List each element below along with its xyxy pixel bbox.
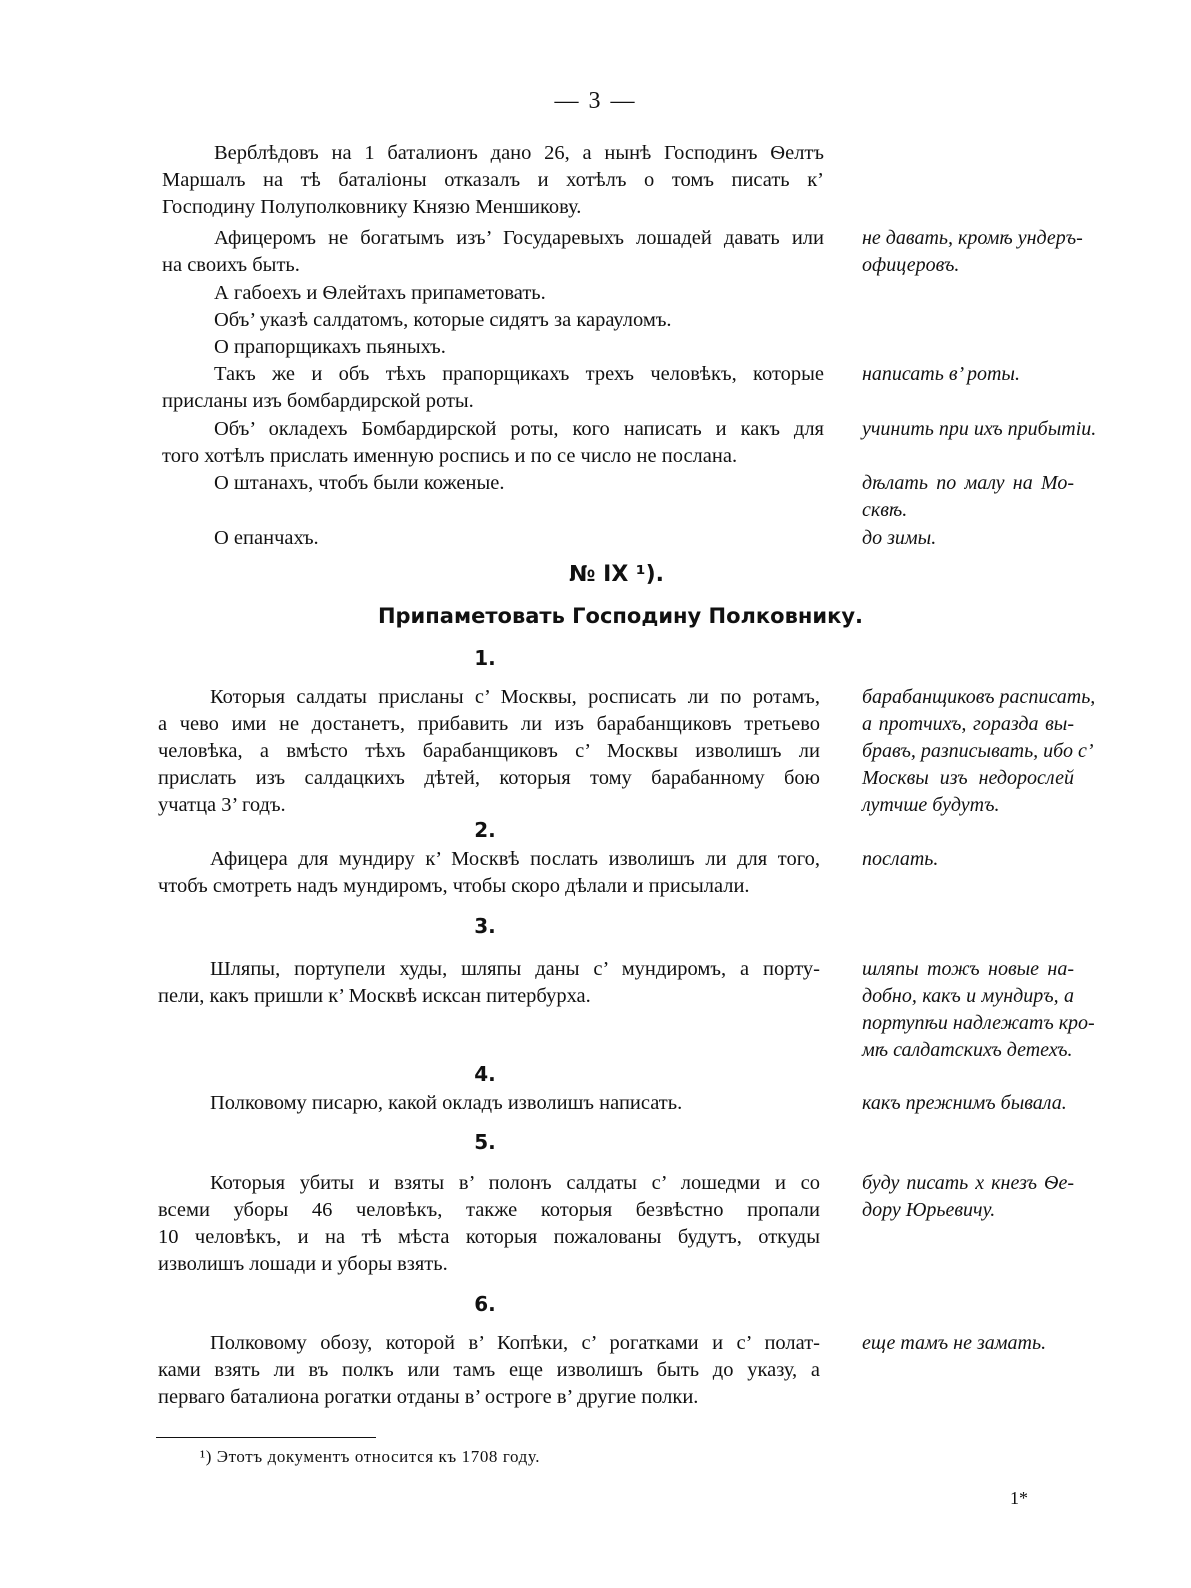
text-line: Верблѣдовъ на 1 баталионъ дано 26, а нынѣ Господинъ Ѳелтъ xyxy=(214,142,824,164)
text-line: Такъ же и объ тѣхъ прапорщикахъ трехъ человѣкъ, которые xyxy=(214,363,824,385)
paragraph-salaries xyxy=(162,416,824,470)
item-1-text xyxy=(158,684,820,819)
text-line: изволишъ лошади и уборы взять. xyxy=(158,1253,448,1275)
margin-note xyxy=(862,225,1083,279)
text-line: О штанахъ, чтобъ были коженые. xyxy=(214,472,505,494)
text-line: Объ’ окладехъ Бомбардирской роты, кого написать и какъ для xyxy=(214,418,824,440)
margin-note xyxy=(862,416,1097,443)
note-line: бравъ, разписывать, ибо с’ xyxy=(862,740,1094,762)
text-line: всеми уборы 46 человѣкъ, также которыя безвѣстно пропали xyxy=(158,1199,820,1221)
note-line: а протчихъ, горазда вы- xyxy=(862,713,1074,735)
note-line: дору Юрьевичу. xyxy=(862,1199,996,1221)
note-line: шляпы тожъ новые на- xyxy=(862,958,1074,980)
text-line: пели, какъ пришли к’ Москвѣ исксан питербурха. xyxy=(158,985,591,1007)
note-line: лутчше будутъ. xyxy=(862,794,1000,816)
signature-mark: 1* xyxy=(1010,1488,1028,1508)
margin-note xyxy=(862,684,1096,819)
text-line: Шляпы, портупели худы, шляпы даны с’ мундиромъ, а порту- xyxy=(210,958,820,980)
page-number: — 3 — xyxy=(554,88,637,114)
note-line: учинить при ихъ прибытіи. xyxy=(862,418,1097,440)
margin-note xyxy=(862,470,1074,524)
item-2-text xyxy=(158,846,820,900)
margin-note xyxy=(862,846,1074,873)
text-line: Полковому писарю, какой окладъ изволишъ написать. xyxy=(210,1092,683,1114)
paragraph-three-ensigns xyxy=(162,361,824,415)
text-line: человѣка, а вмѣсто тѣхъ барабанщиковъ с’ Москвы изволишъ ли xyxy=(158,740,820,762)
paragraph-cloaks xyxy=(162,525,824,552)
item-number: 2. xyxy=(474,818,496,842)
item-number: 3. xyxy=(474,914,496,938)
text-line: а чево ими не достанетъ, прибавить ли изъ барабанщиковъ третьево xyxy=(158,713,820,735)
margin-note xyxy=(862,361,1074,388)
text-line: прислать изъ салдацкихъ дѣтей, которыя тому барабанному бою xyxy=(158,767,820,789)
text-line: Афицера для мундиру к’ Москвѣ послать изволишъ ли для того, xyxy=(210,848,820,870)
text-line: О епанчахъ. xyxy=(214,527,319,549)
margin-note xyxy=(862,1330,1074,1357)
paragraph-ensigns xyxy=(162,334,824,361)
note-line: написать в’ роты. xyxy=(862,363,1020,385)
document-number: № IX ¹). xyxy=(569,562,664,587)
text-line: Господину Полуполковнику Князю Меншикову. xyxy=(162,196,582,218)
text-line: А габоехъ и Ѳлейтахъ припаметовать. xyxy=(214,282,546,304)
margin-note xyxy=(862,956,1095,1064)
text-line: учатца 3’ годъ. xyxy=(158,794,286,816)
paragraph-decree xyxy=(162,307,824,334)
note-line: портупѣи надлежатъ кро- xyxy=(862,1012,1095,1034)
item-number: 1. xyxy=(474,646,496,670)
text-line: 10 человѣкъ, и на тѣ мѣста которыя пожалованы будутъ, откуды xyxy=(158,1226,820,1248)
text-line: О прапорщикахъ пьяныхъ. xyxy=(214,336,446,358)
note-line: мѣ салдатскихъ детехъ. xyxy=(862,1039,1073,1061)
text-line: Которыя салдаты присланы с’ Москвы, росписать ли по ротамъ, xyxy=(210,686,820,708)
item-6-text xyxy=(158,1330,820,1411)
text-line: Полковому обозу, которой в’ Копѣки, с’ рогатками и с’ полат- xyxy=(210,1332,820,1354)
margin-note xyxy=(862,1170,1074,1224)
document-title: Припаметовать Господину Полковнику. xyxy=(377,604,864,628)
item-number: 4. xyxy=(474,1062,496,1086)
note-line: буду писать х кнезъ Ѳе- xyxy=(862,1172,1074,1194)
margin-note xyxy=(862,525,1074,552)
text-line: ками взять ли въ полкъ или тамъ еще изволишъ быть до указу, а xyxy=(158,1359,820,1381)
note-line: барабанщиковъ расписать, xyxy=(862,686,1096,708)
item-3-text xyxy=(158,956,820,1010)
note-line: сквѣ. xyxy=(862,499,908,521)
text-line: Маршалъ на тѣ баталіоны отказалъ и хотѣлъ о томъ писать к’ xyxy=(162,169,824,191)
item-5-text xyxy=(158,1170,820,1278)
margin-note xyxy=(862,1090,1074,1117)
text-line: Объ’ указѣ салдатомъ, которые сидятъ за карауломъ. xyxy=(214,309,672,331)
note-line: послать. xyxy=(862,848,939,870)
note-line: офицеровъ. xyxy=(862,254,960,276)
item-4-text xyxy=(158,1090,820,1117)
text-line: присланы изъ бомбардирской роты. xyxy=(162,390,474,412)
note-line: до зимы. xyxy=(862,527,937,549)
text-line: перваго баталиона рогатки отданы в’ остроге в’ другие полки. xyxy=(158,1386,699,1408)
footnote: ¹) Этотъ документъ относится къ 1708 году. xyxy=(200,1447,541,1466)
paragraph-oboes xyxy=(162,280,824,307)
text-line: Которыя убиты и взяты в’ полонъ салдаты с’ лошедми и со xyxy=(210,1172,820,1194)
note-line: дѣлать по малу на Мо- xyxy=(862,472,1074,494)
note-line: какъ прежнимъ бывала. xyxy=(862,1092,1067,1114)
item-number: 5. xyxy=(474,1130,496,1154)
paragraph-officers-horses xyxy=(162,225,824,279)
note-line: не давать, кромѣ ундеръ- xyxy=(862,227,1083,249)
item-number: 6. xyxy=(474,1292,496,1316)
paragraph-camels xyxy=(162,140,824,221)
note-line: добно, какъ и мундиръ, а xyxy=(862,985,1074,1007)
text-line: на своихъ быть. xyxy=(162,254,300,276)
note-line: еще тамъ не замать. xyxy=(862,1332,1047,1354)
footnote-separator xyxy=(156,1437,376,1438)
paragraph-trousers xyxy=(162,470,824,497)
text-line: того хотѣлъ прислать именную роспись и по се число не послана. xyxy=(162,445,738,467)
text-line: чтобъ смотреть надъ мундиромъ, чтобы скоро дѣлали и присылали. xyxy=(158,875,750,897)
text-line: Афицеромъ не богатымъ изъ’ Государевыхъ лошадей давать или xyxy=(214,227,824,249)
note-line: Москвы изъ недорослей xyxy=(862,767,1074,789)
